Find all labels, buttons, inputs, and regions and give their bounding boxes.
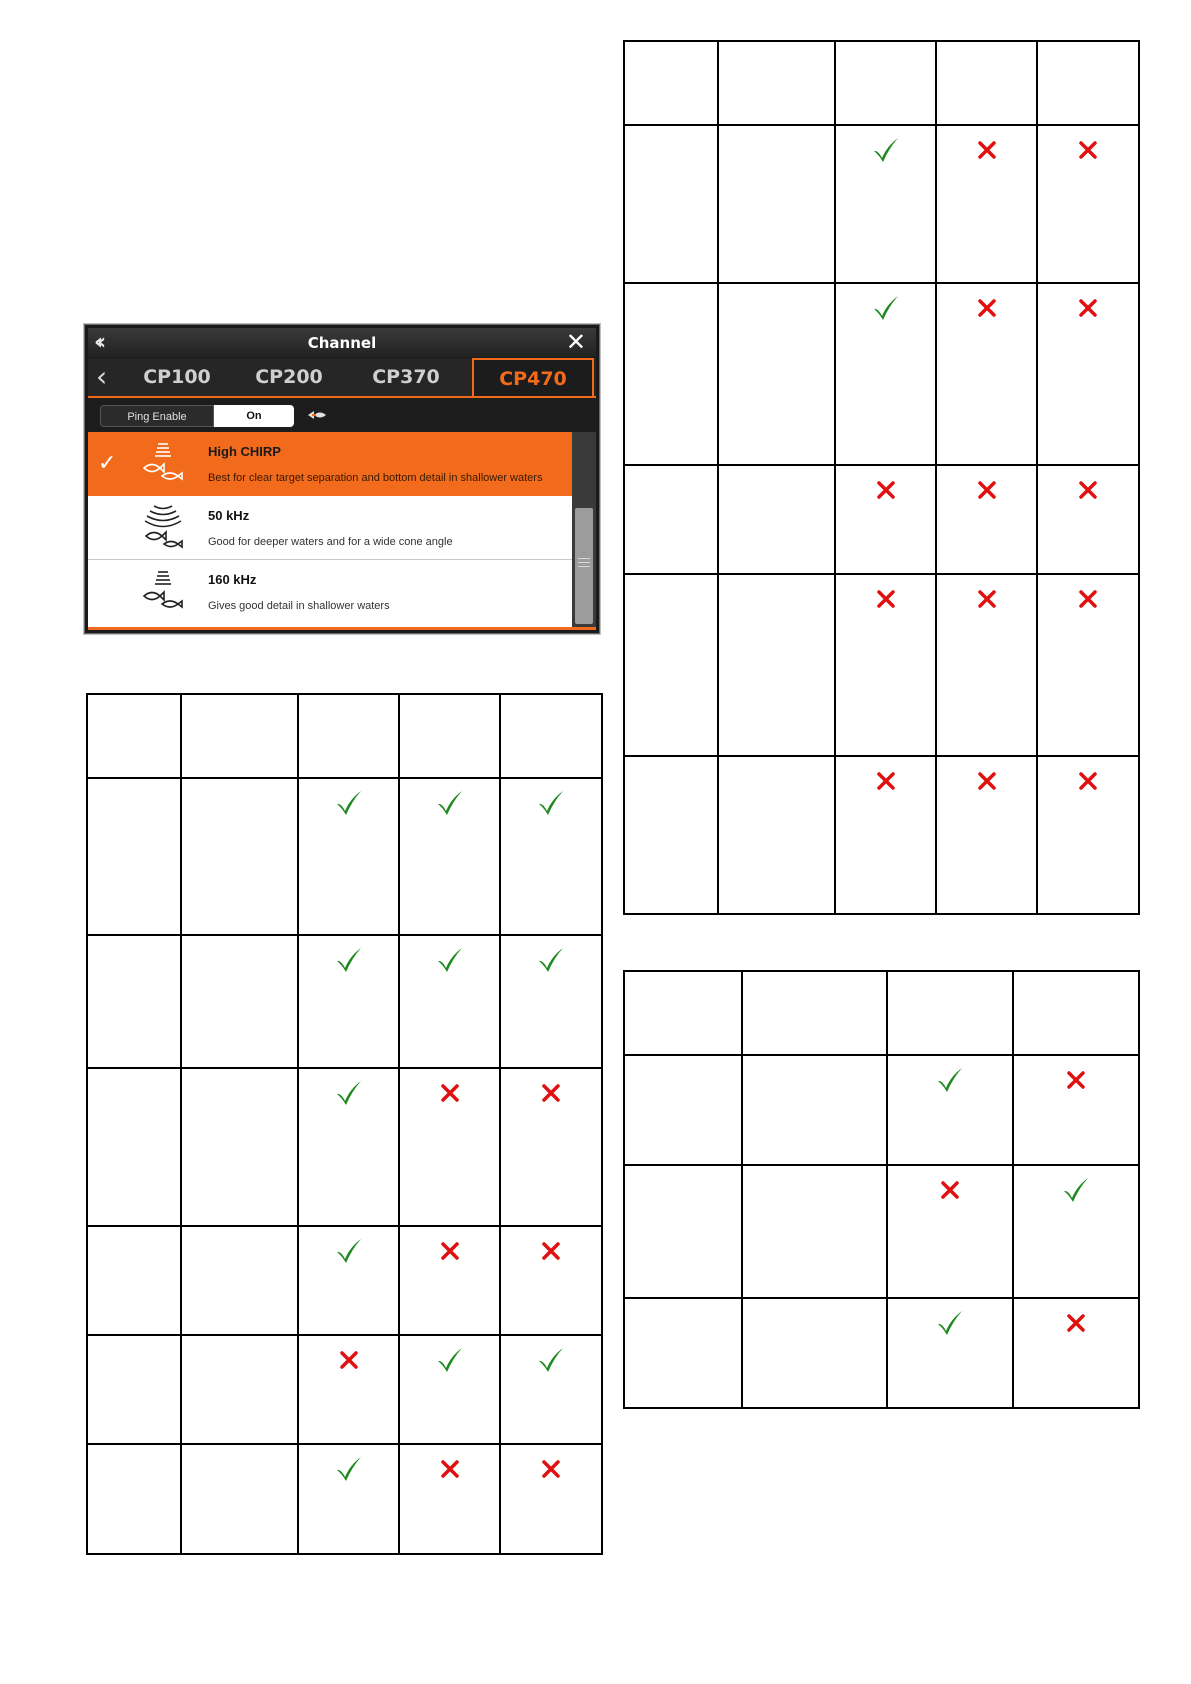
list-item[interactable] <box>88 496 572 560</box>
header-cell <box>835 41 936 125</box>
narrow-cone-fish-icon <box>140 440 186 486</box>
status-cell <box>1013 1055 1139 1165</box>
status-cell <box>1037 465 1139 574</box>
text-cell <box>624 756 718 914</box>
text-cell <box>181 778 298 935</box>
ping-enable-label: Ping Enable <box>100 405 214 427</box>
cross-icon <box>973 294 1001 322</box>
status-cell <box>1037 125 1139 283</box>
status-cell <box>399 1335 500 1444</box>
status-cell <box>936 283 1037 465</box>
text-cell <box>624 283 718 465</box>
status-cell <box>936 756 1037 914</box>
status-cell <box>835 756 936 914</box>
close-icon[interactable]: ✕ <box>565 328 586 356</box>
cross-icon <box>1074 136 1102 164</box>
status-cell <box>936 465 1037 574</box>
table-row <box>87 1444 602 1554</box>
text-cell <box>624 574 718 756</box>
status-cell <box>835 465 936 574</box>
status-cell <box>298 1226 399 1335</box>
text-cell <box>87 1226 181 1335</box>
cross-icon <box>537 1237 565 1265</box>
chevron-left-icon[interactable]: ‹ <box>96 360 108 393</box>
list-item[interactable] <box>88 560 572 624</box>
header-cell <box>624 41 718 125</box>
text-cell <box>624 465 718 574</box>
channel-list <box>88 432 572 629</box>
cross-icon <box>1074 476 1102 504</box>
cross-icon <box>973 476 1001 504</box>
table-row <box>624 1298 1139 1408</box>
channel-description: Gives good detail in shallower waters <box>208 600 390 612</box>
scrollbar-thumb[interactable] <box>575 508 593 624</box>
cross-icon <box>872 476 900 504</box>
header-cell <box>624 971 742 1055</box>
text-cell <box>87 778 181 935</box>
double-chevron-left-icon[interactable]: ‹‹ <box>94 330 101 355</box>
checkmark-icon <box>335 946 363 974</box>
table-row <box>87 935 602 1068</box>
status-cell <box>500 1444 602 1554</box>
compatibility-table-b <box>623 40 1140 915</box>
text-cell <box>87 1068 181 1226</box>
status-cell <box>298 935 399 1068</box>
table-header-row <box>624 971 1139 1055</box>
channel-name: High CHIRP <box>208 444 281 459</box>
status-cell <box>500 1068 602 1226</box>
header-cell <box>399 694 500 778</box>
status-cell <box>1037 283 1139 465</box>
table-row <box>624 1165 1139 1298</box>
checkmark-icon <box>335 1455 363 1483</box>
text-cell <box>718 125 835 283</box>
text-cell <box>742 1165 887 1298</box>
text-cell <box>624 1055 742 1165</box>
checkmark-icon <box>436 946 464 974</box>
status-cell <box>1013 1298 1139 1408</box>
table-row <box>624 465 1139 574</box>
text-cell <box>87 1444 181 1554</box>
text-cell <box>718 465 835 574</box>
header-cell <box>936 41 1037 125</box>
status-cell <box>835 125 936 283</box>
status-cell <box>399 1068 500 1226</box>
status-cell <box>500 935 602 1068</box>
table-row <box>87 778 602 935</box>
text-cell <box>181 935 298 1068</box>
checkmark-icon <box>936 1066 964 1094</box>
header-cell <box>718 41 835 125</box>
text-cell <box>718 283 835 465</box>
checkmark-icon <box>537 789 565 817</box>
status-cell <box>500 778 602 935</box>
status-cell <box>298 778 399 935</box>
status-cell <box>887 1165 1013 1298</box>
table-row <box>87 1068 602 1226</box>
header-cell <box>500 694 602 778</box>
text-cell <box>87 1335 181 1444</box>
table-row <box>624 1055 1139 1165</box>
checkmark-icon <box>1062 1176 1090 1204</box>
cross-icon <box>1074 767 1102 795</box>
checkmark-icon <box>936 1309 964 1337</box>
compatibility-table-c <box>623 970 1140 1409</box>
channel-dialog <box>84 324 600 634</box>
tab-cp200[interactable]: CP200 <box>255 366 323 388</box>
cross-icon <box>436 1079 464 1107</box>
checkmark-icon: ✓ <box>98 450 117 475</box>
header-cell <box>298 694 399 778</box>
table-row <box>624 283 1139 465</box>
table-row <box>624 125 1139 283</box>
channel-name: 50 kHz <box>208 508 250 523</box>
checkmark-icon <box>872 294 900 322</box>
header-cell <box>1013 971 1139 1055</box>
cross-icon <box>872 767 900 795</box>
tab-cp470[interactable]: CP470 <box>472 358 594 396</box>
status-cell <box>1037 756 1139 914</box>
cross-icon <box>973 585 1001 613</box>
text-cell <box>742 1055 887 1165</box>
status-cell <box>887 1055 1013 1165</box>
status-cell <box>887 1298 1013 1408</box>
status-cell <box>298 1068 399 1226</box>
tab-cp100[interactable]: CP100 <box>143 366 211 388</box>
status-cell <box>500 1335 602 1444</box>
header-cell <box>1037 41 1139 125</box>
text-cell <box>624 1165 742 1298</box>
title-bar <box>88 328 596 357</box>
cross-icon <box>537 1455 565 1483</box>
text-cell <box>624 1298 742 1408</box>
list-item[interactable] <box>88 432 572 496</box>
text-cell <box>718 756 835 914</box>
compatibility-table-a <box>86 693 603 1555</box>
checkmark-icon <box>335 789 363 817</box>
status-cell <box>399 1226 500 1335</box>
fish-icon <box>306 409 328 421</box>
cross-icon <box>1074 585 1102 613</box>
tab-cp370[interactable]: CP370 <box>372 366 440 388</box>
cross-icon <box>1062 1066 1090 1094</box>
status-cell <box>399 1444 500 1554</box>
text-cell <box>742 1298 887 1408</box>
cross-icon <box>1062 1309 1090 1337</box>
cross-icon <box>973 136 1001 164</box>
scrollbar[interactable] <box>572 432 596 629</box>
status-cell <box>936 574 1037 756</box>
text-cell <box>181 1444 298 1554</box>
header-cell <box>181 694 298 778</box>
header-cell <box>887 971 1013 1055</box>
checkmark-icon <box>872 136 900 164</box>
text-cell <box>87 935 181 1068</box>
status-cell <box>835 574 936 756</box>
table-header-row <box>624 41 1139 125</box>
narrow-cone-fish-icon <box>140 568 186 614</box>
dialog-title: Channel <box>307 334 377 352</box>
status-cell <box>835 283 936 465</box>
status-cell <box>298 1335 399 1444</box>
table-row <box>624 574 1139 756</box>
checkmark-icon <box>436 789 464 817</box>
status-cell <box>399 935 500 1068</box>
cross-icon <box>436 1237 464 1265</box>
status-cell <box>1013 1165 1139 1298</box>
text-cell <box>718 574 835 756</box>
checkmark-icon <box>436 1346 464 1374</box>
channel-name: 160 kHz <box>208 572 257 587</box>
text-cell <box>624 125 718 283</box>
bottom-accent-bar <box>88 627 596 630</box>
checkmark-icon <box>537 946 565 974</box>
checkmark-icon <box>335 1079 363 1107</box>
header-cell <box>742 971 887 1055</box>
wide-cone-fish-icon <box>140 502 186 552</box>
ping-enable-row <box>88 396 596 434</box>
text-cell <box>181 1335 298 1444</box>
checkmark-icon <box>537 1346 565 1374</box>
cross-icon <box>872 585 900 613</box>
status-cell <box>399 778 500 935</box>
header-cell <box>87 694 181 778</box>
text-cell <box>181 1226 298 1335</box>
checkmark-icon <box>335 1237 363 1265</box>
status-cell <box>298 1444 399 1554</box>
cross-icon <box>335 1346 363 1374</box>
cross-icon <box>537 1079 565 1107</box>
channel-description: Best for clear target separation and bottom detail in shallower waters <box>208 472 543 484</box>
status-cell <box>936 125 1037 283</box>
text-cell <box>181 1068 298 1226</box>
cross-icon <box>973 767 1001 795</box>
channel-description: Good for deeper waters and for a wide cone angle <box>208 536 453 548</box>
ping-enable-toggle[interactable]: On <box>214 405 294 427</box>
status-cell <box>500 1226 602 1335</box>
cross-icon <box>936 1176 964 1204</box>
cross-icon <box>1074 294 1102 322</box>
table-row <box>624 756 1139 914</box>
transducer-tabs <box>88 358 596 396</box>
table-row <box>87 1335 602 1444</box>
status-cell <box>1037 574 1139 756</box>
cross-icon <box>436 1455 464 1483</box>
table-header-row <box>87 694 602 778</box>
table-row <box>87 1226 602 1335</box>
